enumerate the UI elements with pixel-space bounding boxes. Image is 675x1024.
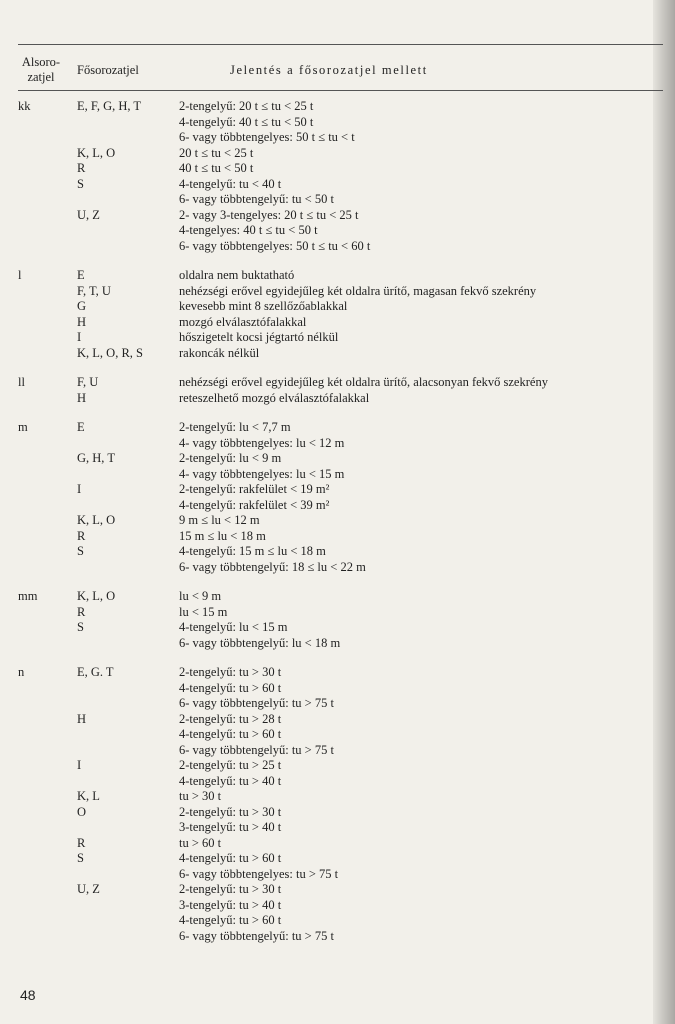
main-series-letters: U, Z [77, 882, 100, 896]
table-row [0, 560, 650, 576]
table-group [0, 420, 650, 575]
table-row [0, 665, 650, 681]
table-row [0, 529, 650, 545]
meaning-text: hőszigetelt kocsi jégtartó nélkül [179, 330, 339, 344]
meaning-text: 4- vagy többtengelyes: lu < 12 m [179, 435, 345, 450]
meaning-text: lu < 15 m [179, 604, 228, 619]
table-row [0, 451, 650, 467]
meaning-text: nehézségi erővel egyidejűleg két oldalra ürítő, alacsonyan fekvő szekrény [179, 375, 548, 389]
table-row [0, 177, 650, 193]
table-row [0, 544, 650, 560]
table-group [0, 375, 650, 406]
table-row [0, 636, 650, 652]
table-row [0, 620, 650, 636]
meaning-text: 6- vagy többtengelyű: tu > 75 t [179, 696, 334, 710]
table-row [0, 882, 650, 898]
table-row [0, 99, 650, 115]
table-row [0, 161, 650, 177]
table-row [0, 115, 650, 131]
table-group [0, 268, 650, 361]
table-row [0, 758, 650, 774]
meaning-text: 4-tengelyes: 40 t ≤ tu < 50 t [179, 223, 318, 237]
subseries-code: kk [18, 99, 31, 113]
meaning-text: rakoncák nélkül [179, 345, 260, 360]
table-row [0, 774, 650, 790]
main-series-letters: G, H, T [77, 451, 115, 465]
main-series-letters: R [77, 161, 86, 175]
main-series-letters: E, G. T [77, 665, 114, 679]
table-row [0, 375, 650, 391]
table-header-rule [18, 90, 663, 91]
meaning-text: 4-tengelyű: tu < 40 t [179, 176, 282, 191]
meaning-text: 6- vagy többtengelyes: 50 t ≤ tu < t [179, 130, 355, 144]
meaning-text: 2- vagy 3-tengelyes: 20 t ≤ tu < 25 t [179, 207, 359, 222]
table-row [0, 130, 650, 146]
table-row [0, 681, 650, 697]
group-spacer [0, 254, 650, 268]
table-row [0, 284, 650, 300]
table-row [0, 330, 650, 346]
table-row [0, 498, 650, 514]
main-series-letters: G [77, 299, 87, 313]
table-row [0, 192, 650, 208]
meaning-text: 6- vagy többtengelyes: tu > 75 t [179, 866, 339, 881]
column-header-meaning: Jelentés a fősorozatjel mellett [230, 63, 428, 77]
table-row [0, 589, 650, 605]
table-row [0, 223, 650, 239]
table-row [0, 208, 650, 224]
table-row [0, 913, 650, 929]
column-header-subseries-line2: zatjel [27, 70, 55, 84]
main-series-letters: F, U [77, 375, 99, 389]
main-series-letters: R [77, 528, 86, 543]
meaning-text: reteszelhető mozgó elválasztófalakkal [179, 390, 370, 405]
meaning-text: 9 m ≤ lu < 12 m [179, 513, 260, 527]
column-header-main-series: Fősorozatjel [77, 63, 139, 77]
table-row [0, 315, 650, 331]
meaning-text: 2-tengelyű: rakfelület < 19 m² [179, 482, 330, 496]
code-table [0, 99, 650, 944]
meaning-text: 40 t ≤ tu < 50 t [179, 161, 254, 175]
meaning-text: 15 m ≤ lu < 18 m [179, 528, 266, 543]
main-series-letters: H [77, 314, 87, 329]
meaning-text: 6- vagy többtengelyes: 50 t ≤ tu < 60 t [179, 238, 371, 253]
main-series-letters: F, T, U [77, 283, 111, 298]
main-series-letters: O [77, 804, 87, 819]
meaning-text: 2-tengelyű: tu > 28 t [179, 711, 282, 726]
main-series-letters: K, L, O, R, S [77, 345, 143, 360]
table-row [0, 146, 650, 162]
table-row [0, 482, 650, 498]
meaning-text: 3-tengelyű: tu > 40 t [179, 820, 282, 834]
meaning-text: 2-tengelyű: lu < 7,7 m [179, 420, 291, 434]
main-series-letters: E [77, 268, 85, 282]
table-row [0, 789, 650, 805]
meaning-text: lu < 9 m [179, 589, 222, 603]
table-row [0, 929, 650, 945]
main-series-letters: K, L, O [77, 513, 116, 527]
meaning-text: 4-tengelyű: tu > 60 t [179, 680, 282, 695]
meaning-text: 2-tengelyű: lu < 9 m [179, 451, 282, 465]
table-row [0, 436, 650, 452]
meaning-text: 4-tengelyű: tu > 60 t [179, 851, 282, 865]
meaning-text: 3-tengelyű: tu > 40 t [179, 897, 282, 912]
meaning-text: 4-tengelyű: tu > 60 t [179, 913, 282, 927]
main-series-letters: R [77, 604, 86, 619]
main-series-letters: S [77, 176, 84, 191]
meaning-text: 4-tengelyű: 15 m ≤ lu < 18 m [179, 544, 326, 558]
meaning-text: 2-tengelyű: tu > 25 t [179, 758, 282, 772]
page-number: 48 [20, 987, 36, 1003]
main-series-letters: S [77, 544, 84, 558]
subseries-code: n [18, 665, 25, 679]
meaning-text: 4-tengelyű: lu < 15 m [179, 620, 288, 634]
main-series-letters: H [77, 390, 87, 405]
main-series-letters: H [77, 711, 87, 726]
meaning-text: 6- vagy többtengelyű: lu < 18 m [179, 635, 341, 650]
meaning-text: oldalra nem buktatható [179, 268, 295, 282]
table-row [0, 268, 650, 284]
meaning-text: 4-tengelyű: 40 t ≤ tu < 50 t [179, 114, 314, 129]
meaning-text: 6- vagy többtengelyű: tu < 50 t [179, 192, 334, 206]
main-series-letters: E [77, 420, 85, 434]
table-row [0, 743, 650, 759]
table-row [0, 467, 650, 483]
table-row [0, 420, 650, 436]
main-series-letters: E, F, G, H, T [77, 99, 142, 113]
meaning-text: 4- vagy többtengelyes: lu < 15 m [179, 466, 345, 481]
table-row [0, 712, 650, 728]
group-spacer [0, 575, 650, 589]
meaning-text: 6- vagy többtengelyű: 18 ≤ lu < 22 m [179, 559, 366, 574]
main-series-letters: S [77, 620, 84, 634]
page-edge-shadow [653, 0, 675, 1024]
table-group [0, 589, 650, 651]
table-row [0, 605, 650, 621]
table-row [0, 851, 650, 867]
table-row [0, 805, 650, 821]
meaning-text: 20 t ≤ tu < 25 t [179, 145, 254, 160]
meaning-text: 6- vagy többtengelyű: tu > 75 t [179, 742, 334, 757]
table-row [0, 513, 650, 529]
group-spacer [0, 361, 650, 375]
meaning-text: kevesebb mint 8 szellőzőablakkal [179, 299, 348, 313]
table-row [0, 867, 650, 883]
table-group [0, 665, 650, 944]
main-series-letters: R [77, 835, 86, 850]
main-series-letters: K, L, O [77, 589, 116, 603]
table-row [0, 836, 650, 852]
table-top-rule [18, 44, 663, 45]
meaning-text: tu > 30 t [179, 789, 222, 803]
meaning-text: nehézségi erővel egyidejűleg két oldalra ürítő, magasan fekvő szekrény [179, 283, 537, 298]
meaning-text: 2-tengelyű: tu > 30 t [179, 882, 282, 896]
meaning-text: 2-tengelyű: tu > 30 t [179, 665, 282, 679]
meaning-text: 6- vagy többtengelyű: tu > 75 t [179, 928, 334, 943]
main-series-letters: K, L [77, 789, 100, 803]
table-row [0, 346, 650, 362]
table-row [0, 299, 650, 315]
main-series-letters: K, L, O [77, 145, 116, 160]
meaning-text: 2-tengelyű: tu > 30 t [179, 804, 282, 819]
table-row [0, 898, 650, 914]
table-row [0, 727, 650, 743]
table-row [0, 696, 650, 712]
main-series-letters: I [77, 330, 82, 344]
table-row [0, 391, 650, 407]
subseries-code: m [18, 420, 28, 434]
meaning-text: 4-tengelyű: tu > 60 t [179, 727, 282, 741]
main-series-letters: S [77, 851, 84, 865]
main-series-letters: I [77, 758, 82, 772]
meaning-text: mozgó elválasztófalakkal [179, 314, 307, 329]
meaning-text: 4-tengelyű: tu > 40 t [179, 773, 282, 788]
table-row [0, 239, 650, 255]
main-series-letters: I [77, 482, 82, 496]
meaning-text: 4-tengelyű: rakfelület < 39 m² [179, 497, 330, 512]
table-group [0, 99, 650, 254]
meaning-text: 2-tengelyű: 20 t ≤ tu < 25 t [179, 99, 314, 113]
subseries-code: l [18, 268, 22, 282]
subseries-code: ll [18, 375, 25, 389]
column-header-subseries-line1: Alsoro- [21, 55, 61, 69]
meaning-text: tu > 60 t [179, 835, 222, 850]
group-spacer [0, 406, 650, 420]
column-header-subseries [18, 55, 64, 85]
group-spacer [0, 651, 650, 665]
subseries-code: mm [18, 589, 38, 603]
main-series-letters: U, Z [77, 207, 100, 222]
table-row [0, 820, 650, 836]
